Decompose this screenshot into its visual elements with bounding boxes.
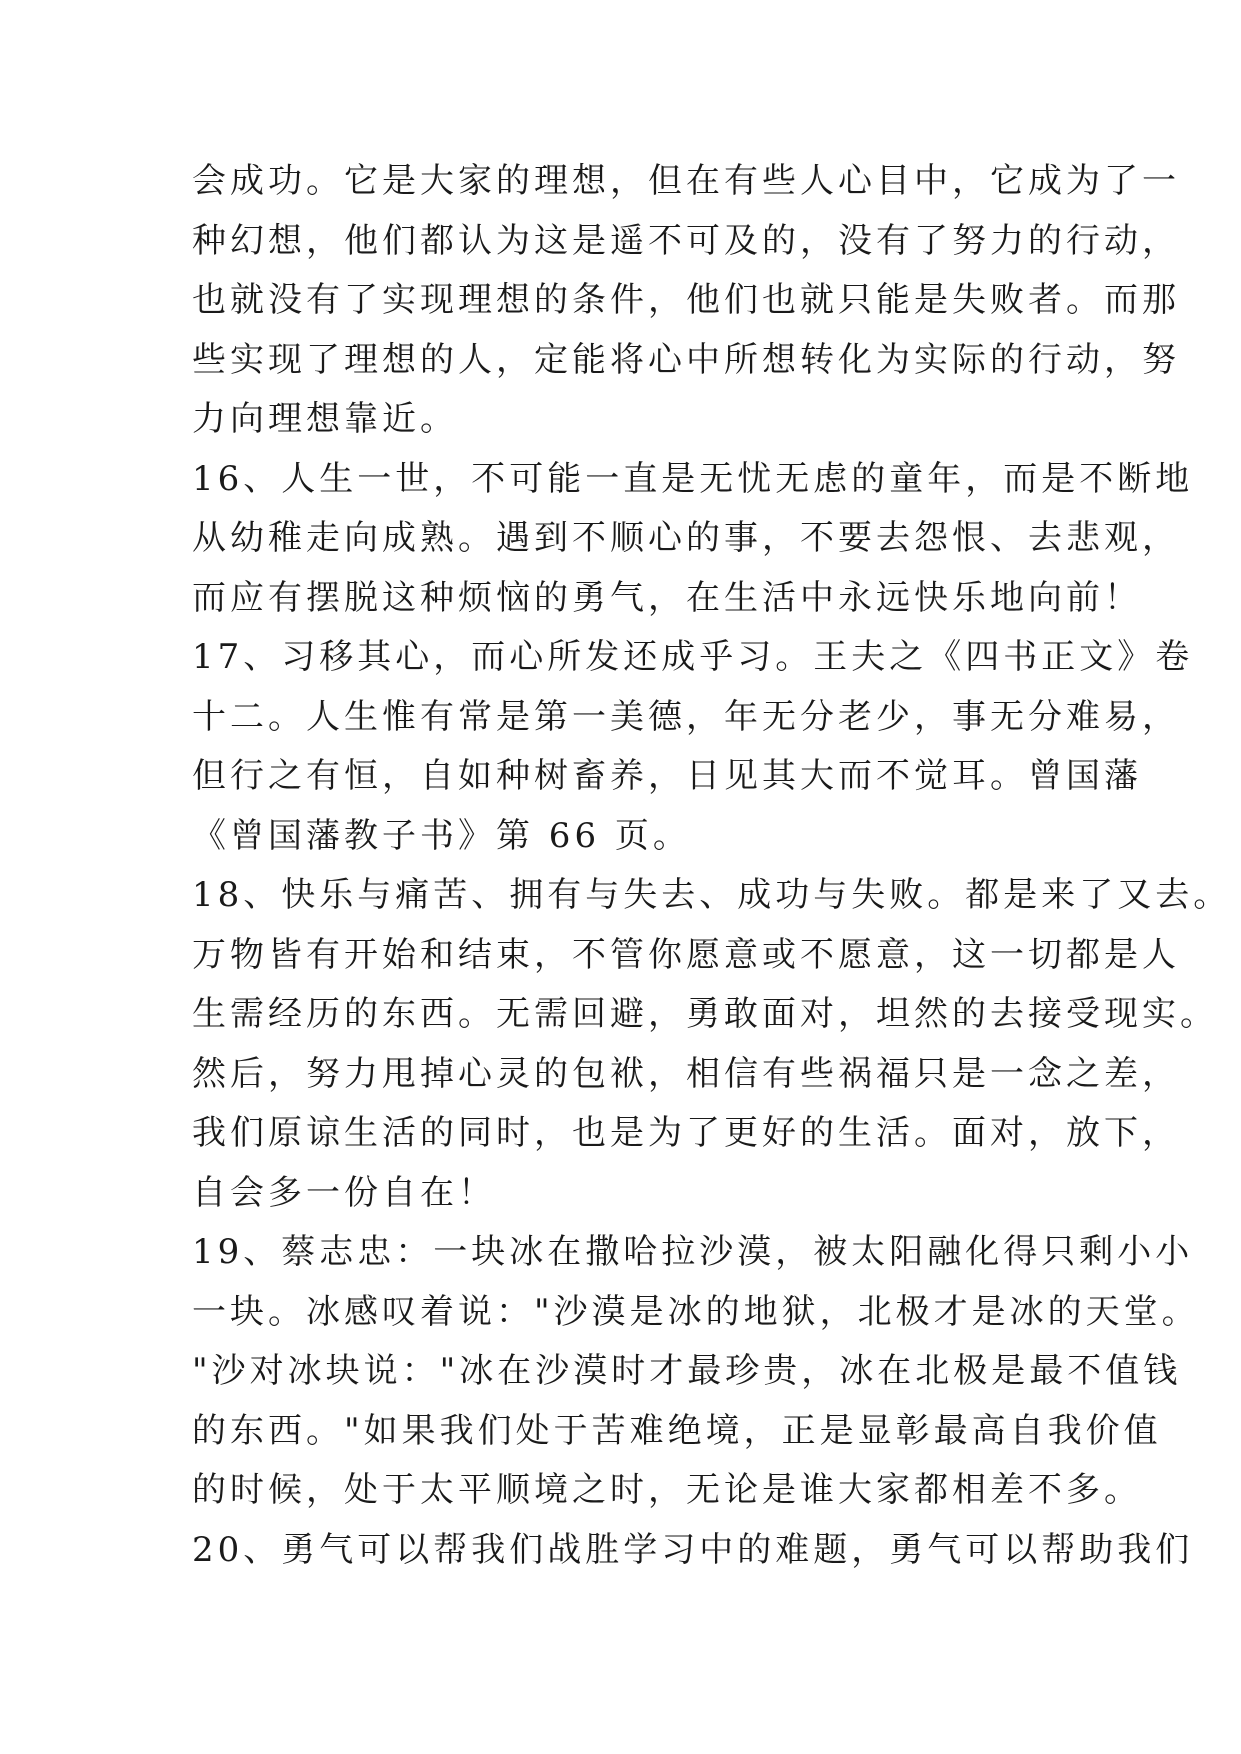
text-line: 些实现了理想的人，定能将心中所想转化为实际的行动，努	[192, 339, 1180, 380]
body-text	[192, 152, 1232, 1580]
text-line: 16、人生一世，不可能一直是无忧无虑的童年，而是不断地	[192, 458, 1194, 499]
text-line: 的东西。"如果我们处于苦难绝境，正是显彰最高自我价值	[192, 1410, 1162, 1451]
text-line: 19、蔡志忠：一块冰在撒哈拉沙漠，被太阳融化得只剩小小	[192, 1232, 1194, 1272]
text-line: "沙对冰块说："冰在沙漠时才最珍贵，冰在北极是最不值钱	[192, 1351, 1182, 1391]
text-line: 十二。人生惟有常是第一美德，年无分老少，事无分难易，	[192, 696, 1180, 737]
text-line: 一块。冰感叹着说："沙漠是冰的地狱，北极才是冰的天堂。	[192, 1291, 1200, 1332]
text-line: 我们原谅生活的同时，也是为了更好的生活。面对，放下，	[192, 1113, 1180, 1153]
text-line: 生需经历的东西。无需回避，勇敢面对，坦然的去接受现实。	[192, 994, 1218, 1034]
text-line: 然后，努力甩掉心灵的包袱，相信有些祸福只是一念之差，	[192, 1053, 1180, 1094]
text-line: 自会多一份自在！	[192, 1172, 496, 1213]
text-line: 18、快乐与痛苦、拥有与失去、成功与失败。都是来了又去。	[192, 875, 1232, 915]
text-line: 的时候，处于太平顺境之时，无论是谁大家都相差不多。	[192, 1470, 1142, 1510]
text-line: 也就没有了实现理想的条件，他们也就只能是失败者。而那	[192, 280, 1180, 320]
text-line: 而应有摆脱这种烦恼的勇气，在生活中永远快乐地向前！	[192, 577, 1142, 618]
text-line: 20、勇气可以帮我们战胜学习中的难题，勇气可以帮助我们	[192, 1529, 1194, 1570]
text-line: 力向理想靠近。	[192, 399, 458, 439]
text-line: 万物皆有开始和结束，不管你愿意或不愿意，这一切都是人	[192, 934, 1180, 975]
text-line: 但行之有恒，自如种树畜养，日见其大而不觉耳。曾国藩	[192, 756, 1142, 796]
text-line: 会成功。它是大家的理想，但在有些人心目中，它成为了一	[192, 161, 1180, 201]
text-line: 从幼稚走向成熟。遇到不顺心的事，不要去怨恨、去悲观，	[192, 518, 1180, 558]
text-line: 种幻想，他们都认为这是遥不可及的，没有了努力的行动，	[192, 220, 1180, 261]
text-line: 《曾国藩教子书》第 66 页。	[192, 815, 691, 856]
text-line: 17、习移其心，而心所发还成乎习。王夫之《四书正文》卷	[192, 637, 1194, 677]
